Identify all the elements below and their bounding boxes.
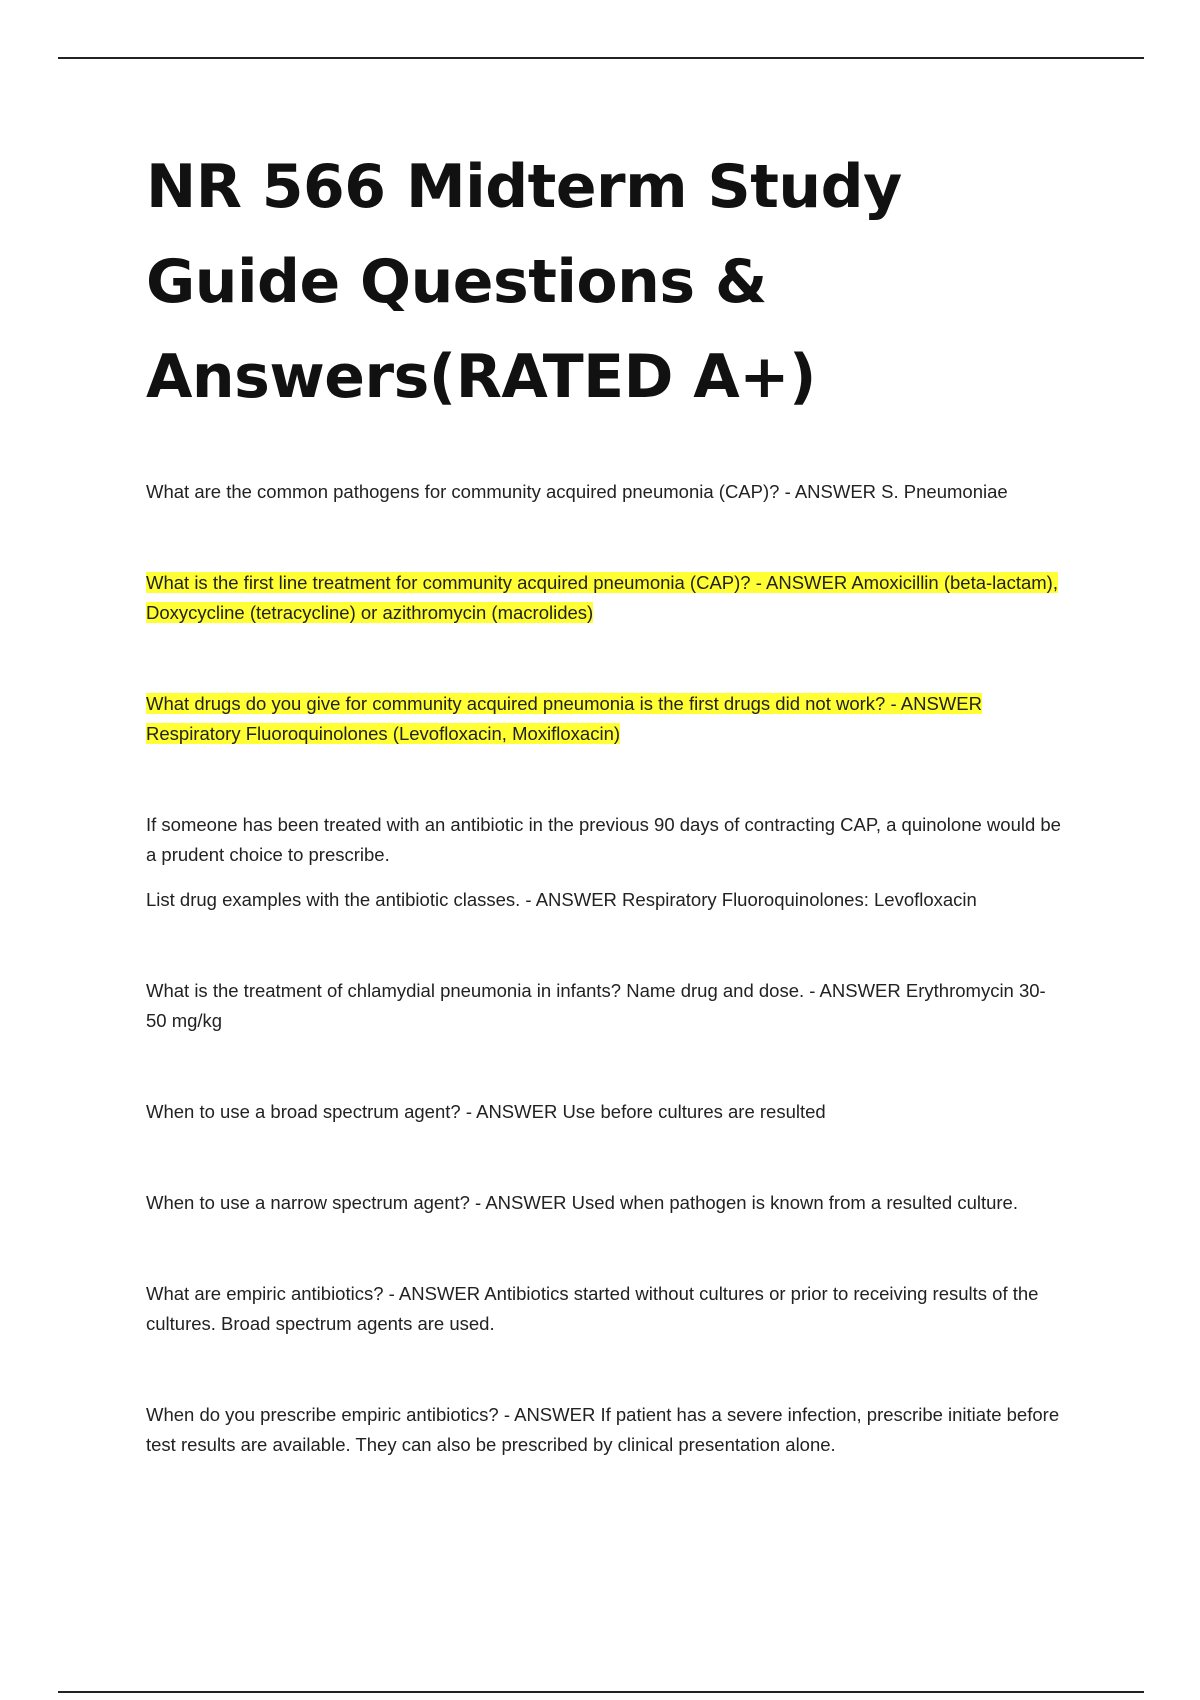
qa-item-text: When to use a broad spectrum agent? - ANSWER Use before cultures are resulted [146, 1101, 826, 1122]
document-body [146, 140, 1061, 1460]
qa-item-text: When do you prescribe empiric antibiotics? - ANSWER If patient has a severe infection, prescribe initiate before test results are available. They can also be prescribed by clinical presentation alone. [146, 1404, 1060, 1455]
document-title: NR 566 Midterm Study Guide Questions & Answers(RATED A+) [146, 152, 902, 412]
qa-item-text: What are the common pathogens for community acquired pneumonia (CAP)? - ANSWER S. Pneumoniae [146, 481, 1008, 502]
qa-item-text: When to use a narrow spectrum agent? - ANSWER Used when pathogen is known from a resulted culture. [146, 1192, 1018, 1213]
qa-item-2 [146, 568, 1061, 628]
qa-list [146, 477, 1061, 1460]
qa-item-3 [146, 689, 1061, 749]
qa-item-1 [146, 477, 1061, 507]
qa-item-9 [146, 1279, 1061, 1339]
top-rule [58, 57, 1144, 59]
qa-item-text: If someone has been treated with an antibiotic in the previous 90 days of contracting CAP, a quinolone would be a prudent choice to prescribe. [146, 814, 1061, 865]
qa-item-text: What is the first line treatment for community acquired pneumonia (CAP)? - ANSWER Amoxicillin (beta-lactam), Doxycycline (tetracycline) or azithromycin (macrolides) [146, 572, 1058, 623]
bottom-rule [58, 1691, 1144, 1693]
qa-item-text: What is the treatment of chlamydial pneumonia in infants? Name drug and dose. - ANSWER Erythromycin 30-50 mg/kg [146, 980, 1046, 1031]
qa-item-5 [146, 885, 1061, 915]
qa-item-text: What are empiric antibiotics? - ANSWER Antibiotics started without cultures or prior to receiving results of the cultures. Broad spectrum agents are used. [146, 1283, 1039, 1334]
qa-item-6 [146, 976, 1061, 1036]
qa-item-text: What drugs do you give for community acquired pneumonia is the first drugs did not work? - ANSWER Respiratory Fluoroquinolones (Levofloxacin, Moxifloxacin) [146, 693, 982, 744]
qa-item-8 [146, 1188, 1061, 1218]
qa-item-7 [146, 1097, 1061, 1127]
qa-item-10 [146, 1400, 1061, 1460]
qa-item-4 [146, 810, 1061, 870]
qa-item-text: List drug examples with the antibiotic classes. - ANSWER Respiratory Fluoroquinolones: Levofloxacin [146, 889, 977, 910]
